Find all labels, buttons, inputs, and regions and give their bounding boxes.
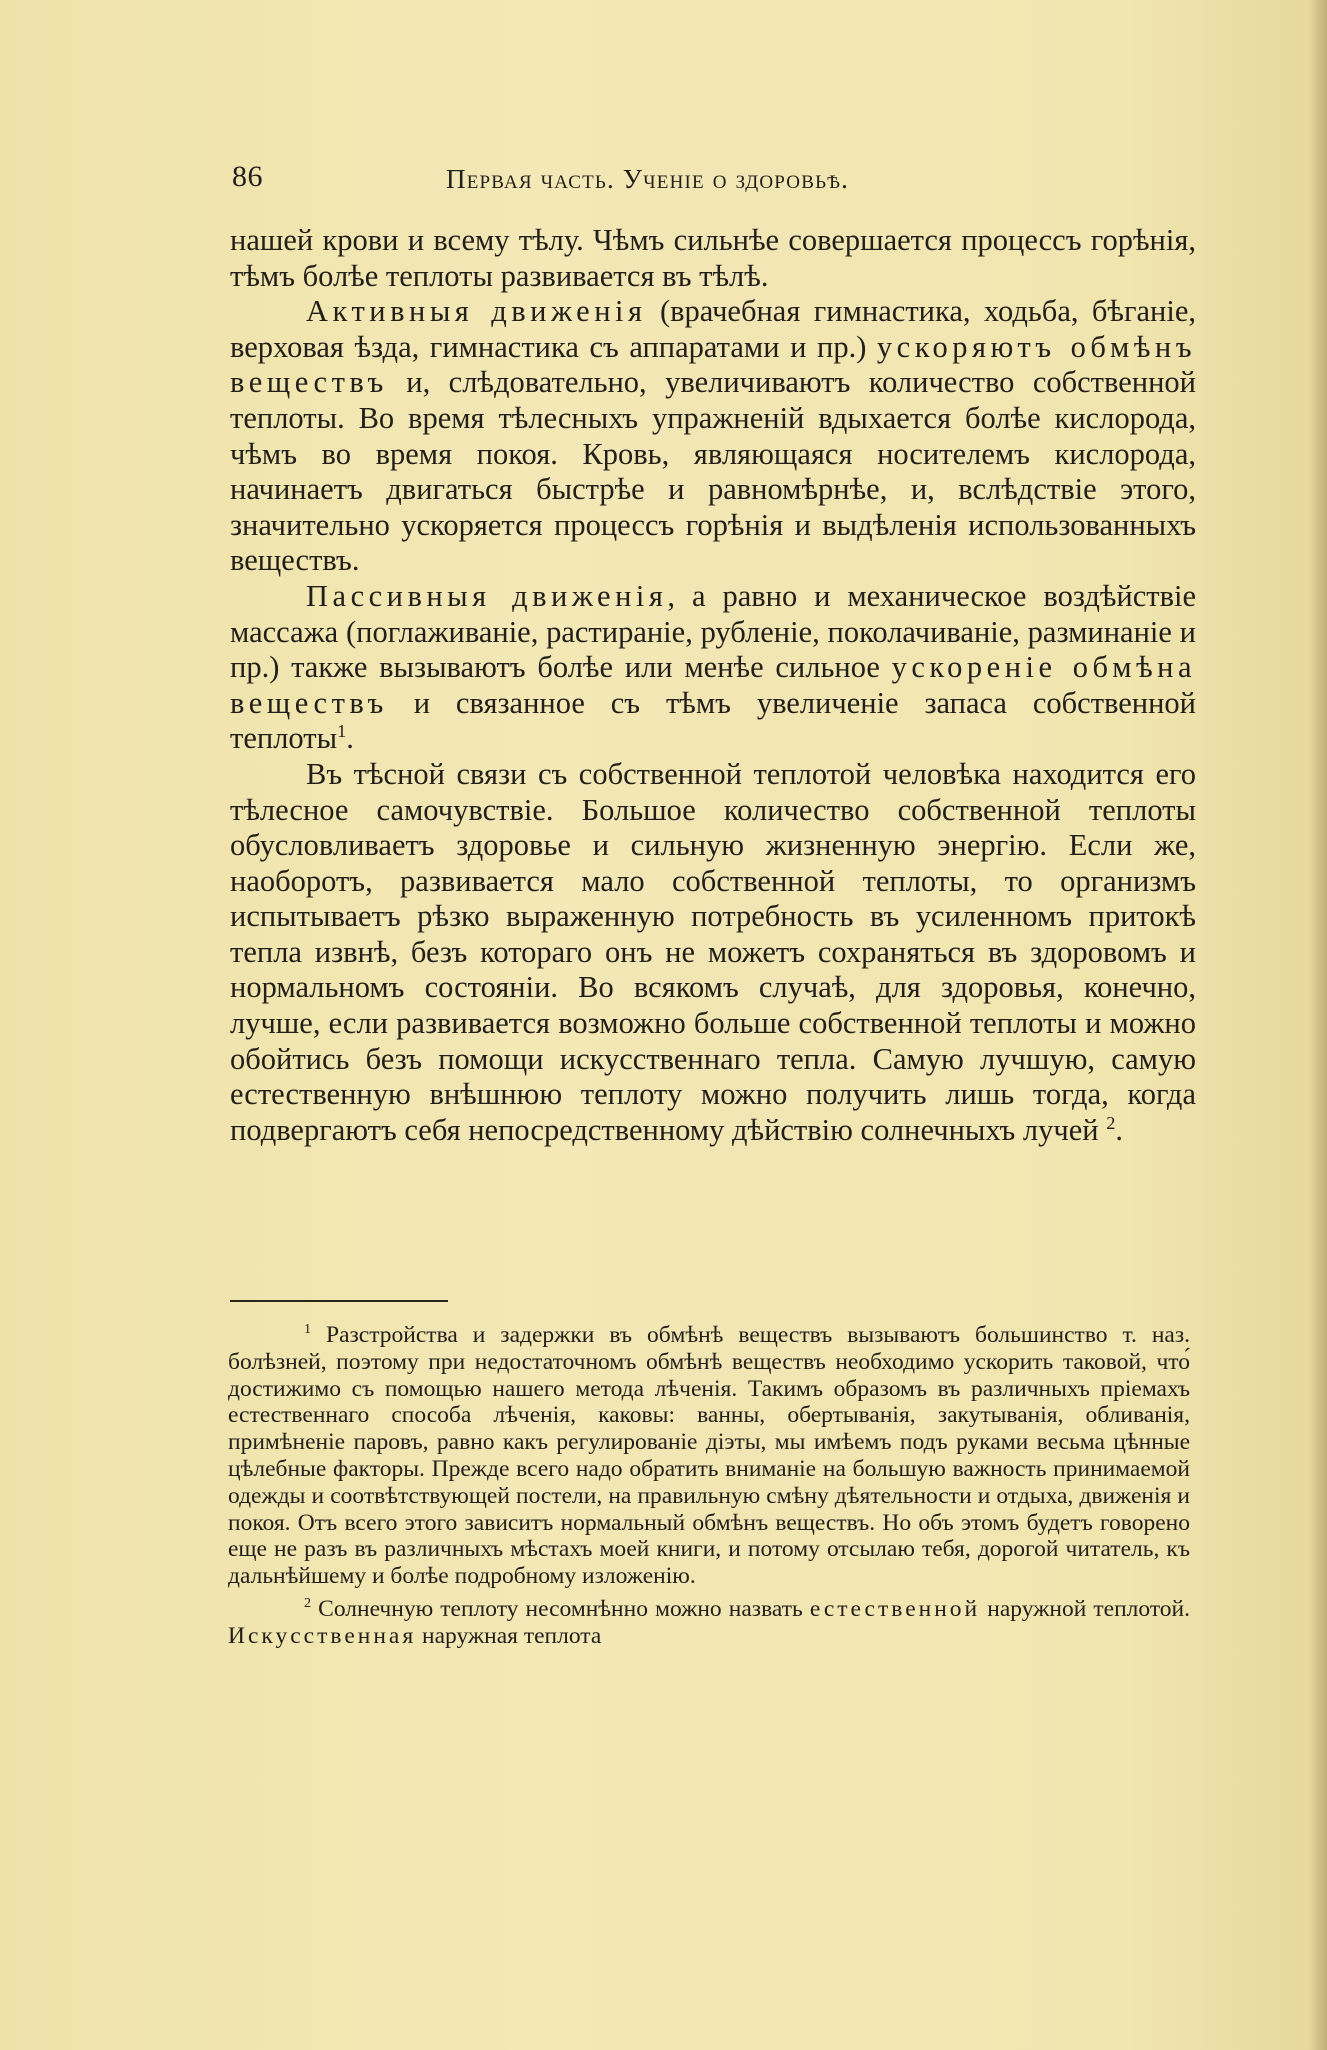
- footnote-1-mark: 1: [304, 1321, 312, 1338]
- paragraph-2-text-a: (врачебная гимнастика, ходьба, бѣганіе, верховая ѣзда, гимнастика съ аппаратами и пр.): [230, 294, 1196, 364]
- paragraph-1-text: нашей крови и всему тѣлу. Чѣмъ сильнѣе совершается процессъ горѣнія, тѣмъ болѣе теплоты развивается въ тѣлѣ.: [230, 223, 1196, 293]
- emphasis-metabolism: ускоряютъ обмѣнъ веществъ: [230, 329, 1196, 400]
- footnote-2-text-b: наружной теплотой.: [980, 1595, 1190, 1622]
- footnotes: [228, 1322, 1190, 1650]
- paragraph-3-text-b: и связанное съ тѣмъ увеличеніе запаса собственной теплоты: [230, 685, 1196, 756]
- footnote-ref-1[interactable]: 1: [337, 721, 347, 742]
- footnote-2-text-c: наружная теплота: [416, 1622, 602, 1649]
- paragraph-2-text-b: и, слѣдовательно, увеличиваютъ количество собственной теплоты. Во время тѣлесныхъ упражненій вдыхается болѣе кислорода, чѣмъ во время покоя. Кровь, являющаяся носителемъ кислорода, начинаетъ двигаться быстрѣе и равномѣрнѣе, и, вслѣдствіе этого, значительно ускоряется процессъ горѣнія и выдѣленія использованныхъ веществъ.: [230, 365, 1196, 578]
- page-header: [230, 160, 1190, 200]
- page-edge-shadow: [1309, 0, 1327, 2050]
- footnote-1-text: Разстройства и задержки въ обмѣнѣ веществъ вызываютъ большинство т. наз. болѣзней, поэтому при недостаточномъ обмѣнѣ веществъ необходимо ускорить таковой, что́ достижимо съ помощью нашего метода лѣченія. Такимъ образомъ въ различныхъ пріемахъ естественнаго способа лѣченія, каковы: ванны, обертыванія, закутыванія, обливанія, примѣненіе паровъ, равно какъ регулированіе діэты, мы имѣемъ подъ руками весьма цѣнные цѣлебные факторы. Прежде всего надо обратить вниманіе на большую важность принимаемой одежды и соотвѣтствующей постели, на правильную смѣну дѣятельности и отдыха, движенія и покоя. Отъ всего этого зависитъ нормальный обмѣнъ веществъ. Но объ этомъ будетъ говорено еще не разъ въ различныхъ мѣстахъ моей книги, и потому отсылаю тебя, дорогой читатель, къ дальнѣйшему и болѣе подробному изложенію.: [228, 1322, 1190, 1590]
- footnote-ref-2[interactable]: 2: [1106, 1112, 1116, 1133]
- paragraph-3-text-a: , а равно и механическое воздѣйствіе массажа (поглаживаніе, растираніе, рубленіе, поколачиваніе, разминаніе и пр.) также вызываютъ болѣе или менѣе сильное: [230, 578, 1197, 685]
- emphasis-artificial: Искусственная: [228, 1622, 417, 1649]
- paragraph-4-end: .: [1115, 1112, 1123, 1147]
- paragraph-1: [230, 223, 1196, 294]
- emphasis-active-movements: Активныя движенія: [306, 294, 647, 329]
- footnote-1: [228, 1322, 1190, 1590]
- main-text: [230, 223, 1196, 1148]
- emphasis-natural: естественной: [809, 1595, 981, 1622]
- emphasis-passive-movements: Пассивныя движенія: [306, 578, 668, 613]
- paragraph-2: [230, 294, 1196, 579]
- paragraph-4-text: Въ тѣсной связи съ собственной теплотой человѣка находится его тѣлесное самочувствіе. Большое количество собственной теплоты обусловливаетъ здоровье и сильную жизненную энергію. Если же, наоборотъ, развивается мало собственной теплоты, то организмъ испытываетъ рѣзко выраженную потребность въ усиленномъ притокѣ тепла извнѣ, безъ котораго онъ не можетъ сохраняться въ здоровомъ и нормальномъ состояніи. Во всякомъ случаѣ, для здоровья, конечно, лучше, если развивается возможно больше собственной теплоты и можно обойтись безъ помощи искусственнаго тепла. Самую лучшую, самую естественную внѣшнюю теплоту можно получить лишь тогда, когда подвергаютъ себя непосредственному дѣйствію солнечныхъ лучей: [230, 756, 1196, 1147]
- footnote-2-mark: 2: [304, 1595, 312, 1612]
- paragraph-3: [230, 579, 1196, 757]
- paragraph-3-end: .: [346, 721, 354, 756]
- paragraph-4: [230, 757, 1196, 1149]
- page-number: 86: [232, 160, 263, 193]
- footnote-2-text-a: Солнечную теплоту несомнѣнно можно назвать: [311, 1595, 810, 1622]
- running-head: Первая часть. Ученіе о здоровьѣ.: [446, 164, 850, 194]
- footnote-2: [228, 1596, 1190, 1650]
- footnote-divider: [230, 1300, 448, 1302]
- emphasis-acceleration: ускореніе обмѣна веществъ: [230, 650, 1196, 720]
